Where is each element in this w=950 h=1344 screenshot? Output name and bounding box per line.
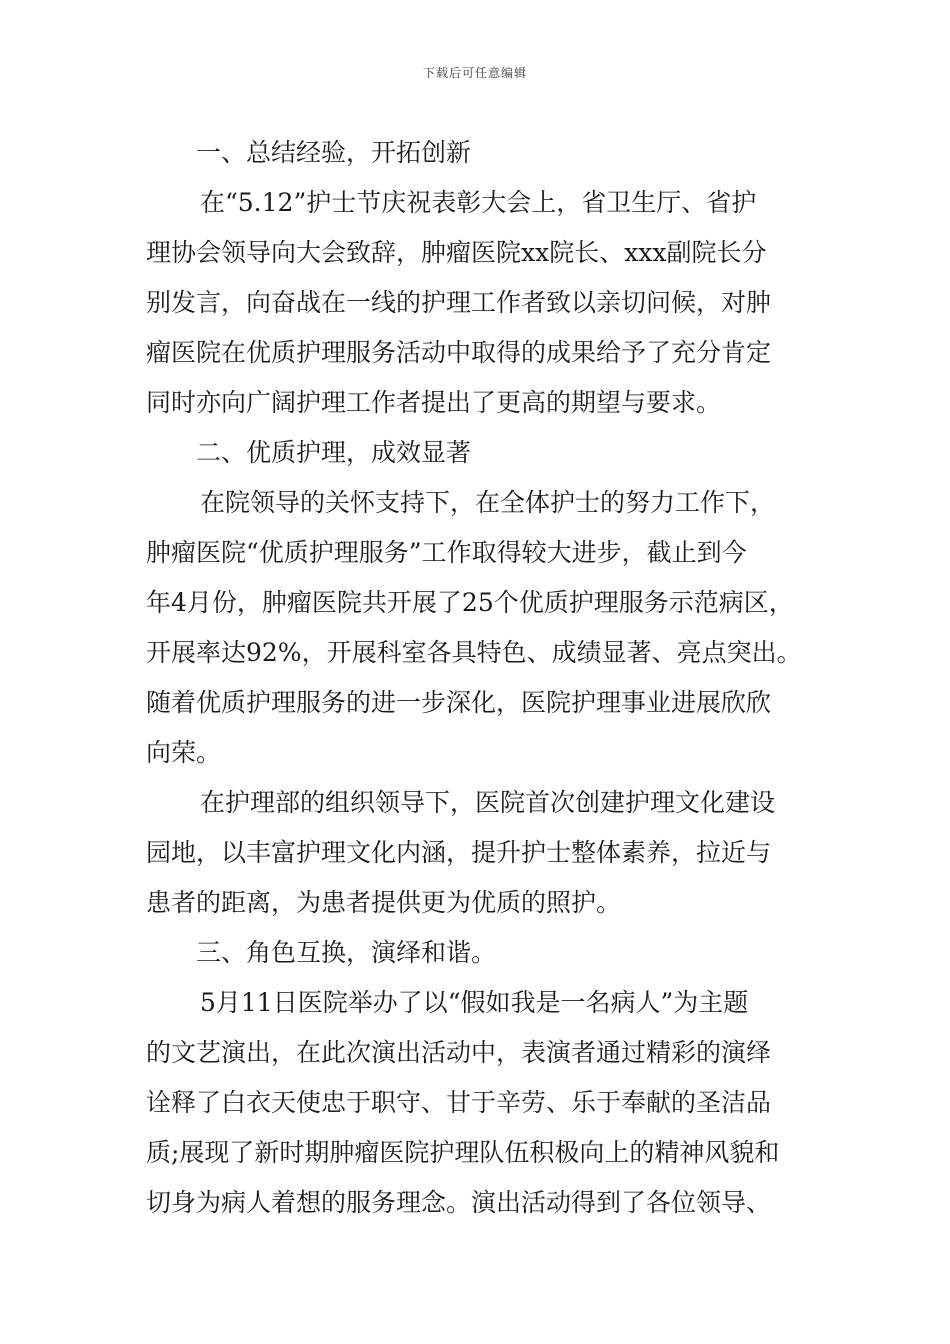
paragraph-line: 别发言，向奋战在一线的护理工作者致以亲切问候，对肿: [146, 288, 772, 317]
paragraph-line: 在“5.12”护士节庆祝表彰大会上，省卫生厅、省护: [200, 188, 757, 217]
paragraph-line: 同时亦向广阔护理工作者提出了更高的期望与要求。: [146, 388, 722, 417]
paragraph-line: 年4月份，肿瘤医院共开展了25个优质护理服务示范病区，: [146, 588, 794, 617]
paragraph-line: 理协会领导向大会致辞，肿瘤医院xx院长、xxx副院长分: [146, 238, 767, 267]
section-heading: 一、总结经验，开拓创新: [196, 138, 472, 167]
page-header: 下载后可任意编辑: [422, 66, 527, 80]
paragraph-line: 切身为病人着想的服务理念。演出活动得到了各位领导、: [146, 1188, 772, 1217]
paragraph-line: 开展率达92%，开展科室各具特色、成绩显著、亮点突出。: [146, 638, 802, 667]
paragraph-line: 的文艺演出，在此次演出活动中，表演者通过精彩的演绎: [146, 1038, 772, 1067]
paragraph-line: 在院领导的关怀支持下，在全体护士的努力工作下，: [200, 488, 776, 517]
paragraph-line: 在护理部的组织领导下，医院首次创建护理文化建设: [200, 788, 776, 817]
paragraph-line: 质;展现了新时期肿瘤医院护理队伍积极向上的精神风貌和: [146, 1138, 780, 1167]
paragraph-line: 肿瘤医院“优质护理服务”工作取得较大进步，截止到今: [146, 538, 747, 567]
paragraph-line: 瘤医院在优质护理服务活动中取得的成果给予了充分肯定: [146, 338, 772, 367]
paragraph-line: 园地，以丰富护理文化内涵，提升护士整体素养，拉近与: [146, 838, 772, 867]
section-heading: 二、优质护理，成效显著: [196, 438, 472, 467]
paragraph-line: 患者的距离，为患者提供更为优质的照护。: [146, 888, 622, 917]
paragraph-line: 随着优质护理服务的进一步深化，医院护理事业进展欣欣: [146, 688, 772, 717]
paragraph-line: 5月11日医院举办了以“假如我是一名病人”为主题: [200, 988, 749, 1017]
paragraph-line: 向荣。: [146, 738, 222, 767]
section-heading: 三、角色互换，演绎和谐。: [196, 938, 497, 967]
document-body: [146, 128, 811, 1228]
paragraph-line: 诠释了白衣天使忠于职守、甘于辛劳、乐于奉献的圣洁品: [146, 1088, 772, 1117]
